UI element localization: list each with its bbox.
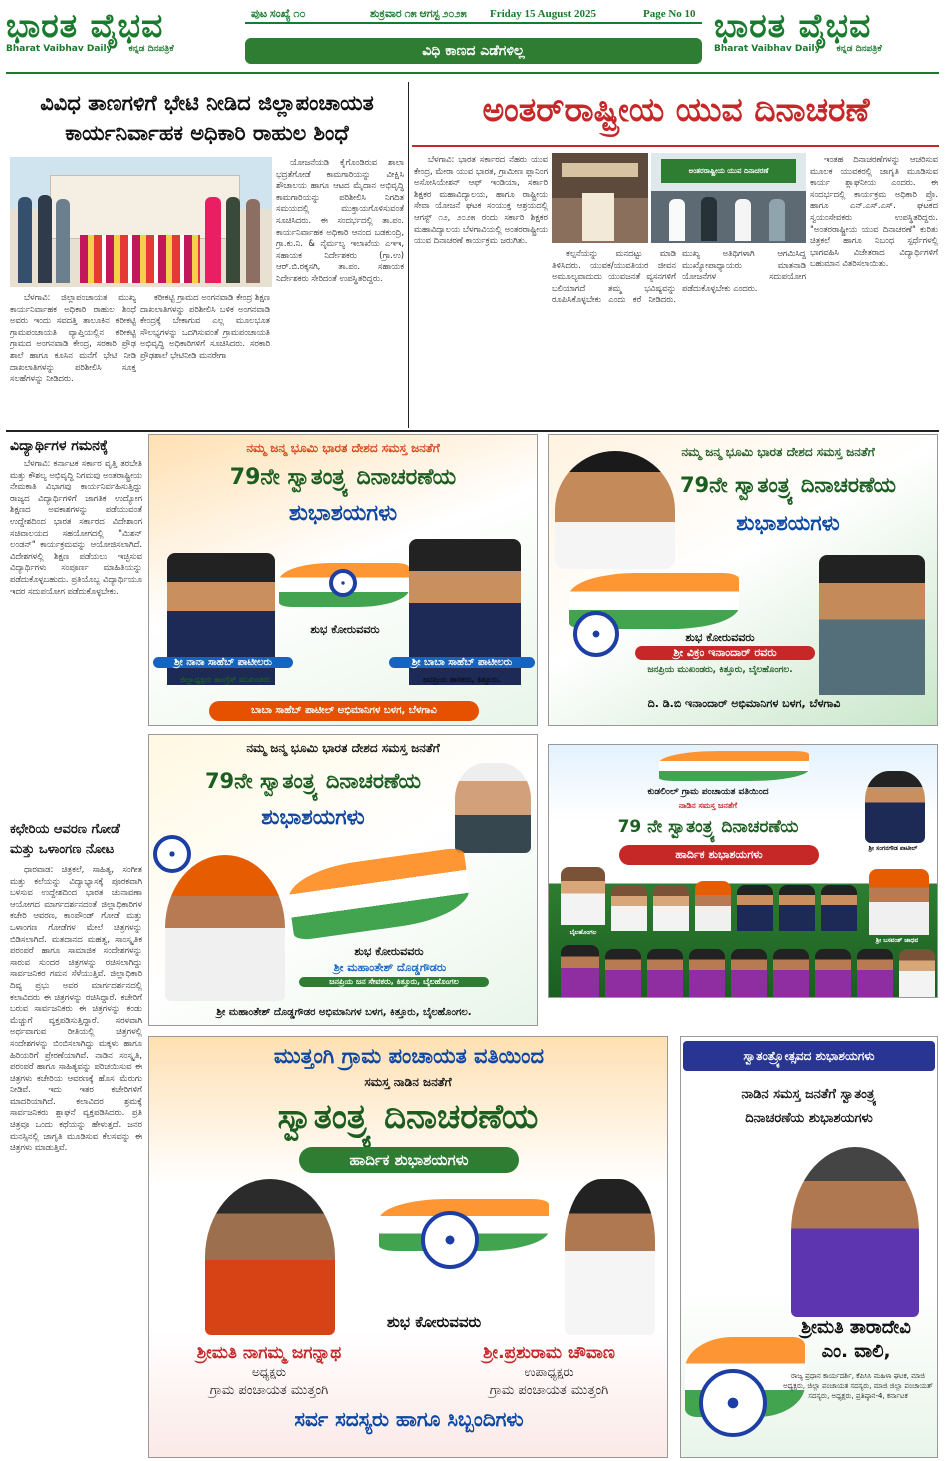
ad-taradevi-wali xyxy=(680,1036,938,1458)
ad2-chakra-icon xyxy=(573,611,619,657)
ad4-member-7 xyxy=(821,885,857,931)
ad-kudalinl-panchayat xyxy=(548,744,938,998)
ad4-member-13 xyxy=(731,949,767,997)
story2-photo-left xyxy=(552,153,648,243)
ad4-member-10 xyxy=(605,949,641,997)
ad2-title: 79ನೇ ಸ್ವಾತಂತ್ರ್ಯ ದಿನಾಚರಣೆಯ xyxy=(679,473,897,497)
ad-muttangi-panchayat xyxy=(148,1036,668,1458)
story1-headline: ವಿವಿಧ ತಾಣಗಳಿಗೆ ಭೇಟಿ ನೀಡಿದ ಜಿಲ್ಲಾಪಂಚಾಯತ ಕಾರ್ಯನಿರ್ವಾಹಕ ಅಧಿಕಾರಿ ರಾಹುಲ ಶಿಂಧೆ xyxy=(40,91,374,145)
ad6-line2: ದಿನಾಚರಣೆಯ ಶುಭಾಶಯಗಳು xyxy=(745,1111,873,1126)
ad5-wish: ಶುಭ ಕೋರುವವರು xyxy=(386,1313,482,1331)
ad4-member-9 xyxy=(561,945,599,997)
page-number: Page No 10 xyxy=(643,8,696,20)
masthead-left xyxy=(6,6,234,66)
ad4-line2: ನಾಡಿನ ಸಮಸ್ತ ಜನತೆಗೆ xyxy=(678,801,738,810)
ad4-member-8 xyxy=(869,869,929,935)
ad6-name2: ಎಂ. ವಾಲಿ, xyxy=(821,1341,891,1362)
ad5-photo-1 xyxy=(205,1179,335,1335)
story2-col2: ಕಲ್ಪನೆಯನ್ನು ಮನದಟ್ಟು ಮಾಡಿ ತಿಳಿಸಿದರು. ಯುವಕ/ಯುವತಿಯರ ಜೀವನ ಅಮೂಲ್ಯವಾದುದು ಯುವಜನತೆ ವ್ಯಸನಗಳಿಗೆ ಬಲಿಯಾಗದೆ ತಮ್ಮ ಭವಿಷ್ಯವನ್ನು ರೂಪಿಸಿಕೊಳ್ಳಬೇಕು ಎಂದು ಕರೆ ನೀಡಿದರು. ಮುಖ್ಯ ಅತಿಥಿಗಳಾಗಿ ಆಗಮಿಸಿದ್ದ ಮುಖ್ಯೋಪಾಧ್ಯಾಯರು ಮಾತನಾಡಿ ಯೋಜನೆಗಳ ಸದುಪಯೋಗ ಪಡೆದುಕೊಳ್ಳಬೇಕು ಎಂದರು. xyxy=(552,248,806,305)
ad5-line2: ಸಮಸ್ತ ನಾಡಿನ ಜನತೆಗೆ xyxy=(364,1075,452,1089)
masthead-sub-kn-right: ಕನ್ನಡ ದಿನಪತ್ರಿಕೆ xyxy=(836,44,882,54)
ad3-subtitle: ಶುಭಾಶಯಗಳು xyxy=(261,805,365,829)
ad4-member-2 xyxy=(611,885,647,931)
ad4-member-12 xyxy=(689,949,725,997)
ad1-subtitle: ಶುಭಾಶಯಗಳು xyxy=(288,501,398,526)
story1-col1: ಬೆಳಗಾವಿ: ಜಿಲ್ಲಾಪಂಚಾಯತ ಮುಖ್ಯ ಕಾರ್ಯನಿರ್ವಾಹಕ ಅಧಿಕಾರಿ ರಾಹುಲ ಶಿಂಧೆ ಅವರು ಇಂದು ಸವದತ್ತಿ ತಾಲೂಕಿನ ಕರೀಕಟ್ಟಿ ಗ್ರಾಮಪಂಚಾಯತಿ ವ್ಯಾಪ್ತಿಯಲ್ಲಿನ ಕರೀಕಟ್ಟಿ ಗ್ರಾಮದ ಅಂಗನವಾಡಿ ಕೇಂದ್ರ, ಸರಕಾರಿ ಪ್ರೌಢ ಶಾಲೆ ಹಾಗೂ ಕೂಸಿನ ಮನೆಗೆ ಭೇಟಿ ನೀಡಿ ದಾಖಲಾತಿಗಳನ್ನು ಪರಿಶೀಲಿಸಿ ಸೂಕ್ತ ಸಲಹೆಗಳನ್ನು ನೀಡಿದರು. xyxy=(10,292,136,384)
ad4-member-6 xyxy=(779,885,815,931)
ad2-person-role: ಜನಪ್ರಿಯ ಮುಖಂಡರು, ಕಿತ್ತೂರು, ಬೈಲಹೊಂಗಲ. xyxy=(647,665,793,675)
ad3-chakra-icon xyxy=(153,835,191,873)
newspaper-logo-right: ಭಾರತ ವೈಭವ xyxy=(714,6,872,45)
ad2-top-text: ನಮ್ಮ ಜನ್ಮ ಭೂಮಿ ಭಾರತ ದೇಶದ ಸಮಸ್ತ ಜನತೆಗೆ xyxy=(681,445,875,459)
ad4-member-16 xyxy=(857,949,893,997)
ad1-person2-name: ಶ್ರೀ ಬಾಬಾ ಸಾಹೆಬ್ ಪಾಟೀಲರು xyxy=(389,657,535,668)
story2-photo-right xyxy=(651,153,806,243)
ad4-member-17 xyxy=(899,949,935,997)
ad4-member-8-name: ಶ್ರೀ ಬಸವಂತ್ ಜಾಧವ xyxy=(875,937,919,944)
ad6-name: ಶ್ರೀಮತಿ ತಾರಾದೇವಿ xyxy=(801,1317,911,1338)
ad4-member-3 xyxy=(653,885,689,931)
ad4-top-text: ಕುಡಲಿಂಲ್ ಗ್ರಾಮ ಪಂಚಾಯತ ವತಿಯಿಂದ xyxy=(647,787,769,797)
column-rule xyxy=(408,82,409,428)
ad4-subtitle: ಹಾರ್ದಿಕ ಶುಭಾಶಯಗಳು xyxy=(619,845,819,865)
ad3-wish: ಶುಭ ಕೋರುವವರು xyxy=(354,945,424,958)
tagline: ವಿಧಿ ಕಾಣದ ಎಡೆಗಳಿಲ್ಲ xyxy=(245,38,702,64)
ad5-person2-role: ಉಪಾಧ್ಯಕ್ಷರು xyxy=(524,1365,574,1379)
ad4-member-11 xyxy=(647,949,683,997)
ad4-flag xyxy=(659,751,809,781)
ad1-title: 79ನೇ ಸ್ವಾತಂತ್ರ್ಯ ದಿನಾಚರಣೆಯ xyxy=(229,465,457,490)
ad2-photo-1 xyxy=(555,451,675,569)
ad2-person-name: ಶ್ರೀ ವಿಕ್ರಂ ಇನಾಂದಾರ್ ರವರು xyxy=(635,646,815,660)
story2-rule xyxy=(412,145,939,147)
header-rule xyxy=(245,22,702,24)
ad1-person1-name: ಶ್ರೀ ನಾನಾ ಸಾಹೆಬ್ ಪಾಟೀಲರು xyxy=(153,657,293,668)
ad1-wish: ಶುಭ ಕೋರುವವರು xyxy=(310,623,380,636)
story2-photo-banner: ಅಂತರರಾಷ್ಟ್ರೀಯ ಯುವ ದಿನಾಚರಣೆ xyxy=(661,159,796,183)
ad5-footer: ಸರ್ವ ಸದಸ್ಯರು ಹಾಗೂ ಸಿಬ್ಬಂದಿಗಳು xyxy=(294,1407,524,1431)
ad3-person-name: ಶ್ರೀ ಮಹಾಂತೇಶ್ ದೊಡ್ಡಗೌಡರು xyxy=(333,961,447,974)
ad4-member-15 xyxy=(815,949,851,997)
ad4-title: 79 ನೇ ಸ್ವಾತಂತ್ರ್ಯ ದಿನಾಚರಣೆಯ xyxy=(617,817,799,837)
kn-date: ಶುಕ್ರವಾರ ೧೫ ಆಗಸ್ಟ ೨೦೨೫ xyxy=(370,8,467,20)
ad5-person1-gp: ಗ್ರಾಮ ಪಂಚಾಯತ ಮುತ್ತಂಗಿ xyxy=(209,1383,329,1398)
ad4-photo-top xyxy=(865,771,925,843)
ad2-wish: ಶುಭ ಕೋರುವವರು xyxy=(685,631,755,644)
ad3-photo-leader xyxy=(455,763,531,853)
ad5-person2-gp: ಗ್ರಾಮ ಪಂಚಾಯತ ಮುತ್ತಂಗಿ xyxy=(489,1383,609,1398)
story1-col2: ಕರೀಕಟ್ಟಿ ಗ್ರಾಮದ ಅಂಗನವಾಡಿ ಕೇಂದ್ರ ಶಿಕ್ಷಣ ದಾಖಲಾತಿಗಳನ್ನು ಪರಿಶೀಲಿಸಿ ಬಳಿಕ ಅಂಗನವಾಡಿ ಕೇಂದ್ರಕ್ಕೆ ಬೇಕಾಗುವ ಎಲ್ಲ ಮೂಲಭೂತ ಸೌಲಭ್ಯಗಳನ್ನು ಒದಗಿಸುವಂತೆ ಗ್ರಾಮಪಂಚಾಯತಿ ಅಭಿವೃದ್ಧಿ ಅಧಿಕಾರಿಗಳಿಗೆ ಸೂಚಿಸಿದರು. ಸರಕಾರಿ ಪ್ರೌಢಶಾಲೆ ಭೇಟಿನೀಡಿ ಮನರೇಗಾ xyxy=(140,292,270,360)
story2-col3: ಇಂತಹ ದಿನಾಚರಣೆಗಳನ್ನು ಆಚರಿಸುವ ಮೂಲಕ ಯುವಕರಲ್ಲಿ ಜಾಗೃತಿ ಮೂಡಿಸುವ ಕಾರ್ಯ ಶ್ಲಾಘನೀಯ ಎಂದರು. ಈ ಸಂದರ್ಭದಲ್ಲಿ ಕಾರ್ಯಕ್ರಮ ಅಧಿಕಾರಿ ಪ್ರೊ. ಹಾಗೂ ಎನ್.ಎಸ್.ಎಸ್. ಘಟಕದ ಸ್ವಯಂಸೇವಕರು ಉಪಸ್ಥಿತರಿದ್ದರು. "ಅಂತರರಾಷ್ಟ್ರೀಯ ಯುವ ದಿನಾಚರಣೆ" ಕುರಿತು ಚಿತ್ರಕಲೆ ಹಾಗೂ ನಿಬಂಧ ಸ್ಪರ್ಧೆಗಳಲ್ಲಿ ಭಾಗವಹಿಸಿ ವಿಜೇತರಾದ ವಿದ್ಯಾರ್ಥಿಗಳಿಗೆ ಬಹುಮಾನ ವಿತರಿಸಲಾಯಿತು. xyxy=(810,154,938,269)
ad-vikram-inamdar xyxy=(548,434,938,726)
ad2-footer: ದಿ. ಡಿ.ಬಿ ಇನಾಂದಾರ್ ಅಭಿಮಾನಿಗಳ ಬಳಗ, ಬೆಳಗಾವಿ xyxy=(647,697,841,710)
ad5-person1-name: ಶ್ರೀಮತಿ ನಾಗಮ್ಮ ಜಗನ್ನಾಥ xyxy=(196,1343,342,1363)
story2-col1: ಬೆಳಗಾವಿ: ಭಾರತ ಸರ್ಕಾರದ ನೆಹರು ಯುವ ಕೇಂದ್ರ, ಮೇರಾ ಯುವ ಭಾರತ, ಗ್ರಾಮೀಣ ಪ್ಲಾನಿಂಗ ಅಸೋಸಿಯೇಶನ್ ಆಫ್ ಇಂಡಿಯಾ, ಸರ್ಕಾರಿ ಶಿಕ್ಷಕರ ಮಹಾವಿದ್ಯಾಲಯ, ಹಾಗೂ ರಾಷ್ಟ್ರೀಯ ಸೇವಾ ಯೋಜನೆ ಘಟಕ ಸಂಯುಕ್ತ ಆಶ್ರಯದಲ್ಲಿ ಆಗಸ್ಟ್ ೧೨, ೨೦೨೫ ರಂದು ಸರ್ಕಾರಿ ಶಿಕ್ಷಕರ ಮಹಾವಿದ್ಯಾಲಯ ಬೆಳಗಾವಿಯಲ್ಲಿ ಅಂತರರಾಷ್ಟ್ರೀಯ ಯುವ ದಿನಾಚರಣೆ ಕಾರ್ಯಕ್ರಮ ಜರುಗಿತು. xyxy=(414,154,548,246)
ad4-member-5 xyxy=(737,885,773,931)
masthead-right xyxy=(714,6,942,66)
section-divider xyxy=(6,430,939,432)
ad1-chakra-icon xyxy=(329,569,357,597)
ad-mahantesh-doddagoudar xyxy=(148,734,538,1026)
ad6-line1: ನಾಡಿನ ಸಮಸ್ತ ಜನತೆಗೆ ಸ್ವಾತಂತ್ರ್ಯ xyxy=(741,1087,877,1102)
newspaper-logo: ಭಾರತ ವೈಭವ xyxy=(6,6,164,45)
sidebar-text-2: ಧಾರವಾಡ: ಚಿತ್ರಕಲೆ, ಸಾಹಿತ್ಯ, ಸಂಗೀತ ಮತ್ತು ಕಲೆಯನ್ನು ವಿದ್ಯಾಭ್ಯಾಸಕ್ಕೆ ಪೂರಕವಾಗಿ ಬಳಸುವ ಉದ್ದೇಶದಿಂದ ಭಾರತ ಚುನಾವಣಾ ಆಯೋಗದ ಮಾರ್ಗದರ್ಶನದಂತೆ ಜಿಲ್ಲಾಧಿಕಾರಿಗಳ ಕಚೇರಿ ಆವರಣ, ಕಾಂಪೌಂಡ್ ಗೋಡೆ ಮತ್ತು ಒಳಾಂಗಣ ಗೋಡೆಗಳ ಮೇಲೆ ಚಿತ್ರಗಳನ್ನು ಬಿಡಿಸಲಾಗಿದೆ. ಮತದಾನದ ಮಹತ್ವ, ಸಾಂಸ್ಕೃತಿಕ ಪರಂಪರೆ ಹಾಗೂ ಸಾಮಾಜಿಕ ಸಂದೇಶಗಳನ್ನು ಸಾರುವ ಸುಂದರ ಚಿತ್ರಗಳನ್ನು ರಚಿಸಲಾಗಿದ್ದು ಸಾರ್ವಜನಿಕರ ಗಮನ ಸೆಳೆಯುತ್ತಿವೆ. ಜಿಲ್ಲಾಧಿಕಾರಿ ದಿವ್ಯ ಪ್ರಭು ಅವರ ಮಾರ್ಗದರ್ಶನದಲ್ಲಿ ಕಲಾವಿದರು ಈ ಚಿತ್ರಗಳನ್ನು ರಚಿಸಿದ್ದಾರೆ. ಕಚೇರಿಗೆ ಬರುವ ಸಾರ್ವಜನಿಕರು ಈ ಚಿತ್ರಗಳನ್ನು ಕಂಡು ಮೆಚ್ಚುಗೆ ವ್ಯಕ್ತಪಡಿಸುತ್ತಿದ್ದಾರೆ. ಸರಳವಾಗಿ ಅರ್ಥವಾಗುವ ರೀತಿಯಲ್ಲಿ ಚಿತ್ರಗಳಲ್ಲಿ ಸಂದೇಶಗಳನ್ನು ಬಿಂಬಿಸಲಾಗಿದ್ದು ಮಕ್ಕಳು ಹಾಗೂ ಹಿರಿಯರಿಗೆ ಪ್ರೇರಣೆಯಾಗಿವೆ. ನಾಡಿನ ಸಂಸ್ಕೃತಿ, ಪರಂಪರೆ ಹಾಗೂ ಸಾಹಿತ್ಯವನ್ನು ಪರಿಚಯಿಸುವ ಈ ಚಿತ್ರಗಳು ಕಚೇರಿಯ ಆವರಣಕ್ಕೆ ಹೊಸ ಮೆರುಗು ನೀಡಿವೆ. ಇದು ಇತರ ಕಚೇರಿಗಳಿಗೆ ಮಾದರಿಯಾಗಿದೆ. ಕಲಾವಿದರ ಶ್ರಮಕ್ಕೆ ಸಾರ್ವಜನಿಕರು ಶ್ಲಾಘನೆ ವ್ಯಕ್ತಪಡಿಸಿದರು. ಪ್ರತಿ ಚಿತ್ರವೂ ಒಂದು ಕಥೆಯನ್ನು ಹೇಳುತ್ತದೆ. ಜನರ ಮನಸ್ಸಿನಲ್ಲಿ ಜಾಗೃತಿ ಮೂಡಿಸುವ ಕೆಲಸವನ್ನು ಈ ಚಿತ್ರಗಳು ಮಾಡುತ್ತಿವೆ. xyxy=(10,864,142,1153)
ad4-member-1 xyxy=(561,867,605,925)
volume: ಪುಟ ಸಂಖ್ಯೆ ೧೦ xyxy=(251,8,306,20)
sidebar-heading-2: ಕಛೇರಿಯ ಆವರಣ ಗೋಡೆ ಮತ್ತು ಒಳಾಂಗಣ ನೋಟ xyxy=(10,822,120,857)
ad6-photo xyxy=(791,1147,919,1317)
ad4-member-4 xyxy=(695,881,731,931)
ad1-person1-role: ಜಿಲ್ಲಾಧ್ಯಕ್ಷರು ಕಾಂಗ್ರೆಸ್ ಮುಖಂಡರು xyxy=(179,675,271,684)
sidebar-heading-1: ವಿದ್ಯಾರ್ಥಿಗಳ ಗಮನಕ್ಕೆ xyxy=(10,438,109,454)
ad4-member-1-place: ಬೈಲಹೊಂಗಲ xyxy=(569,929,597,936)
ad3-photo-1 xyxy=(165,855,285,1001)
ad4-member-14 xyxy=(773,949,809,997)
ad4-top-name: ಶ್ರೀ ಸಂಗನಗೌಡ ಪಾಟೀಲ್ xyxy=(868,845,918,852)
story1-photo xyxy=(10,157,272,287)
ad3-person-role: ಜನಪ್ರಿಯ ಜನ ಸೇವಕರು, ಕಿತ್ತೂರು, ಬೈಲಹೊಂಗಲ xyxy=(299,977,489,987)
ad6-chakra-icon xyxy=(699,1369,767,1437)
ad5-photo-2 xyxy=(565,1179,655,1335)
masthead-sub-kn: ಕನ್ನಡ ದಿನಪತ್ರಿಕೆ xyxy=(128,44,174,54)
ad3-top-text: ನಮ್ಮ ಜನ್ಮ ಭೂಮಿ ಭಾರತ ದೇಶದ ಸಮಸ್ತ ಜನತೆಗೆ xyxy=(246,741,440,755)
header-divider xyxy=(6,72,939,74)
ad1-top-text: ನಮ್ಮ ಜನ್ಮ ಭೂಮಿ ಭಾರತ ದೇಶದ ಸಮಸ್ತ ಜನತೆಗೆ xyxy=(246,441,440,455)
ad5-top-text: ಮುತ್ತಂಗಿ ಗ್ರಾಮ ಪಂಚಾಯತ ವತಿಯಿಂದ xyxy=(273,1044,545,1068)
ad6-top-text: ಸ್ವಾತಂತ್ರ್ಯೋತ್ಸವದ ಶುಭಾಶಯಗಳು xyxy=(683,1041,935,1071)
ad5-person1-role: ಅಧ್ಯಕ್ಷರು xyxy=(252,1365,286,1379)
ad5-person2-name: ಶ್ರೀ.ಪ್ರಶುರಾಮ ಚೌವಾಣ xyxy=(483,1343,615,1363)
ad5-subtitle: ಹಾರ್ದಿಕ ಶುಭಾಶಯಗಳು xyxy=(299,1147,519,1173)
date: Friday 15 August 2025 xyxy=(490,8,597,20)
sidebar-text-1: ಬೆಳಗಾವಿ: ಕರ್ನಾಟಕ ಸರ್ಕಾರ ವೃತ್ತಿ ತರಬೇತಿ ಮತ್ತು ಕೌಶಲ್ಯ ಅಭಿವೃದ್ಧಿ ನಿಗಮವು ಅಂತರಾಷ್ಟ್ರೀಯ ನೇಮಕಾತಿ ವಿಭಾಗವು ಕಾರ್ಯನಿರ್ವಹಿಸುತ್ತಿದ್ದು ರಾಜ್ಯದ ವಿದ್ಯಾರ್ಥಿಗಳಿಗೆ ಜಾಗತಿಕ ಉದ್ಯೋಗ ಶಿಕ್ಷಣದ ಅವಕಾಶಗಳನ್ನು ಪಡೆಯುವಂತೆ ಉದ್ದೇಶದಿಂದ ಭಾರತ ಸರ್ಕಾರದ ವಿದೇಶಾಂಗ ಸಚಿವಾಲಯದ ಸಹಯೋಗದಲ್ಲಿ "ಮಿಶನ್ ಲಂಡನ್" ಕಾರ್ಯಕ್ರಮವನ್ನು ಆಯೋಜಿಸಲಾಗಿದೆ. ವಿದೇಶಗಳಲ್ಲಿ ಶಿಕ್ಷಣ ಪಡೆಯಲು ಇಚ್ಛಿಸುವ ವಿದ್ಯಾರ್ಥಿಗಳು ಸಂಪೂರ್ಣ ಮಾಹಿತಿಯನ್ನು ಪಡೆದುಕೊಳ್ಳಬಹುದು. ಪ್ರತಿಯೊಬ್ಬ ವಿದ್ಯಾರ್ಥಿಯೂ ಇದರ ಸದುಪಯೋಗ ಪಡೆದುಕೊಳ್ಳಬೇಕು. xyxy=(10,458,142,596)
ad1-person2-role: ಜನಪ್ರಿಯ ಶಾಸಕರು, ಕಿತ್ತೂರು. xyxy=(423,675,501,684)
ad3-title: 79ನೇ ಸ್ವಾತಂತ್ರ್ಯ ದಿನಾಚರಣೆಯ xyxy=(204,769,422,793)
story1-col3: ಯೋಜನೆಯಡಿ ಕೈಗೊಂಡಿರುವ ಶಾಲಾ ಭದ್ರತೆಗೋಡೆ ಕಾಮಗಾರಿಯನ್ನು ವೀಕ್ಷಿಸಿ ಶೌಚಾಲಯ ಹಾಗೂ ಆಟದ ಮೈದಾನ ಅಭಿವೃದ್ಧಿ ಕಾಮಗಾರಿಯನ್ನು ಪರಿಶೀಲಿಸಿ ನಿಗದಿತ ಸಮಯದಲ್ಲಿ ಮುಕ್ತಾಯಗೊಳಿಸುವಂತೆ ಸೂಚಿಸಿದರು. ಈ ಸಂದರ್ಭದಲ್ಲಿ ತಾ.ಪಂ. ಕಾರ್ಯನಿರ್ವಾಹಕ ಅಧಿಕಾರಿ ಆನಂದ ಬಡಕುಂದ್ರಿ, ಗ್ರಾ.ಕು.ನಿ. & ನೈರ್ಮಲ್ಯ ಇಲಾಖೆಯ ಎಇಇ, ಸಹಾಯಕ ನಿರ್ದೇಶಕರು (ಗ್ರಾ.ಉ) ಆರ್.ಬಿ.ರಕ್ಕಸಗಿ, ತಾ.ಪಂ. ಸಹಾಯಕ ನಿರ್ದೇಶಕರು ಸೇರಿದಂತೆ ಉಪಸ್ಥಿತರಿದ್ದರು. xyxy=(276,157,404,283)
ad5-title: ಸ್ವಾತಂತ್ರ್ಯ ದಿನಾಚರಣೆಯ xyxy=(277,1097,539,1137)
ad6-role: ರಾಜ್ಯ ಪ್ರಧಾನ ಕಾರ್ಯದರ್ಶಿ, ಕೆಪಿಸಿಸಿ ಮಹಿಳಾ ಘಟಕ, ಮಾಜಿ ಅಧ್ಯಕ್ಷರು, ಜಿಲ್ಲಾ ಪಂಚಾಯತ ಸದಸ್ಯರು, ಮಾಜಿ ಜಿಲ್ಲಾ ಪಂಚಾಯತ್ ಸದಸ್ಯರು, ಅಧ್ಯಕ್ಷರು, ಪ್ರತಿಷ್ಠಾನ-4, ಕರ್ನಾಟಕ xyxy=(783,1372,933,1400)
ad2-subtitle: ಶುಭಾಶಯಗಳು xyxy=(736,511,840,535)
ad2-photo-2 xyxy=(819,555,925,695)
ad1-footer: ಬಾಬಾ ಸಾಹೆಬ್ ಪಾಟೀಲ್ ಅಭಿಮಾನಿಗಳ ಬಳಗ, ಬೆಳಗಾವಿ xyxy=(209,701,479,721)
masthead-sub-en-right: Bharat Vaibhav Daily xyxy=(714,44,821,54)
ad-babasaheb-patil xyxy=(148,434,538,726)
ad5-chakra-icon xyxy=(421,1211,479,1269)
ad3-footer: ಶ್ರೀ ಮಹಾಂತೇಶ್ ದೊಡ್ಡಗೌಡರ ಅಭಿಮಾನಿಗಳ ಬಳಗ, ಕಿತ್ತೂರು, ಬೈಲಹೊಂಗಲ. xyxy=(216,1007,472,1018)
story2-headline: ಅಂತರ್‌ರಾಷ್ಟ್ರೀಯ ಯುವ ದಿನಾಚರಣೆ xyxy=(482,90,870,129)
ad3-flag xyxy=(285,847,473,941)
masthead-sub-en: Bharat Vaibhav Daily xyxy=(6,44,113,54)
